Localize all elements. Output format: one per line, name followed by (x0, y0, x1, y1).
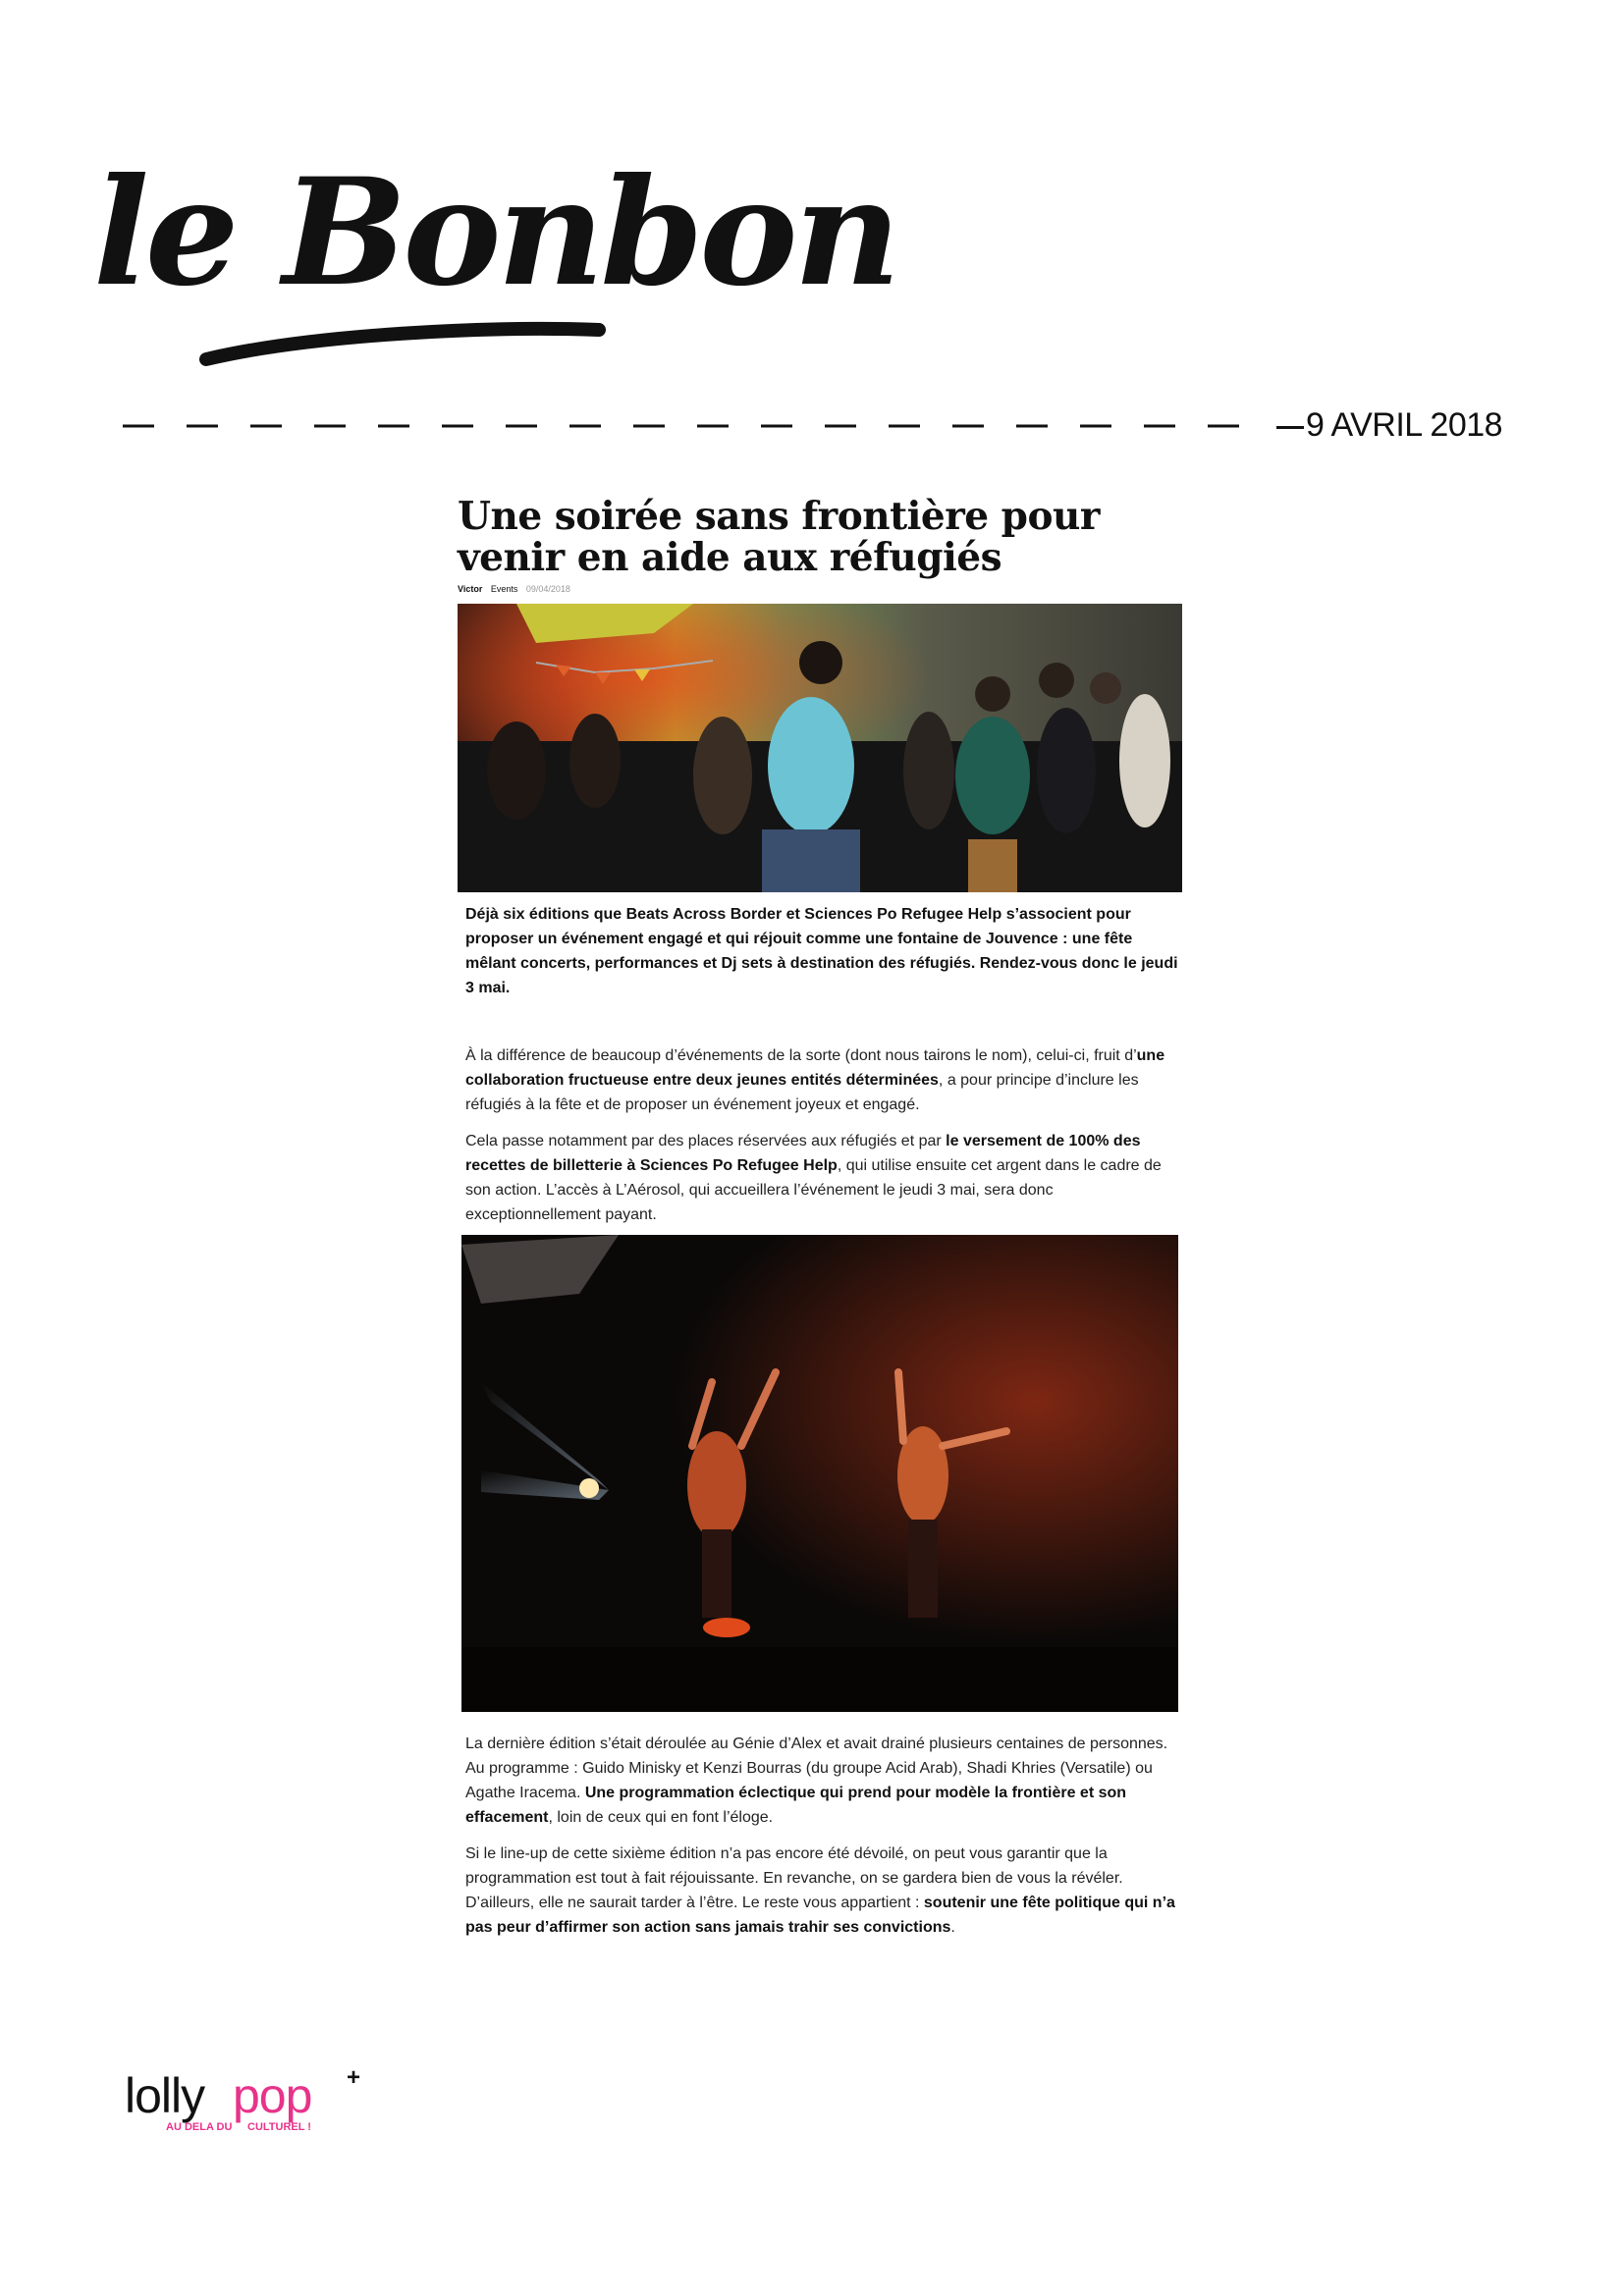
byline-date: 09/04/2018 (525, 584, 570, 594)
masthead-wordmark: le Bonbon (93, 146, 897, 319)
dancers-stage-photo (461, 1235, 1178, 1712)
byline-category: Events (490, 584, 518, 594)
logo-tagline-b: CULTUREL ! (247, 2121, 311, 2133)
article-clipping (458, 496, 1189, 1940)
article-paragraph-4: Si le line-up de cette sixième édition n’a pas encore été dévoilé, on peut vous garantir que la programmation est tout à fait réjouissante. En revanche, on se gardera bien de vous la révéler. D’ailleurs, elle ne saurait tarder à l’être. Le reste vous appartient : soutenir une fête politique qui n’a pas peur d’affirmer son action sans jamais trahir ses convictions. (465, 1845, 1175, 1936)
article-paragraph-3: La dernière édition s’était déroulée au Génie d’Alex et avait drainé plusieurs centaines de personnes. Au programme : Guido Minisky et Kenzi Bourras (du groupe Acid Arab), Shadi Khries (Versatile) ou Agathe Iracema. Une programmation éclectique qui prend pour modèle la frontière et son effacement, loin de ceux qui en font l’éloge. (465, 1735, 1168, 1826)
logo-plus: + (347, 2064, 361, 2091)
dashed-divider (123, 424, 1242, 428)
byline-author: Victor (458, 584, 483, 594)
logo-word-b: pop (233, 2068, 312, 2123)
logo-word-a: lolly (125, 2068, 205, 2123)
article-paragraph-1: À la différence de beaucoup d’événements de la sorte (dont nous tairons le nom), celui-ci, fruit d’une collaboration fructueuse entre deux jeunes entités déterminées, a pour principe d’inclure les réfugiés à la fête et de proposer un événement joyeux et engagé. (465, 1047, 1165, 1113)
masthead-swash (196, 312, 609, 371)
publication-date: 9 AVRIL 2018 (1276, 406, 1502, 445)
logo-tagline-a: AU DELA DU (166, 2121, 233, 2133)
article-byline (458, 584, 1189, 594)
article-paragraph-2: Cela passe notamment par des places réservées aux réfugiés et par le versement de 100% des recettes de billetterie à Sciences Po Refugee Help, qui utilise ensuite cet argent dans le cadre de son action. L’accès à L’Aérosol, qui accueillera l’événement le jeudi 3 mai, sera donc exceptionnellement payant. (465, 1133, 1162, 1223)
party-crowd-photo (458, 604, 1182, 892)
lollypop-logo (125, 2063, 370, 2142)
article-title: Une soirée sans frontière pour venir en aide aux réfugiés (458, 494, 1100, 580)
article-chapo: Déjà six éditions que Beats Across Border et Sciences Po Refugee Help s’associent pour proposer un événement engagé et qui réjouit comme une fontaine de Jouvence : une fête mêlant concerts, performances et Dj sets à destination des réfugiés. Rendez-vous donc le jeudi 3 mai. (465, 906, 1178, 996)
